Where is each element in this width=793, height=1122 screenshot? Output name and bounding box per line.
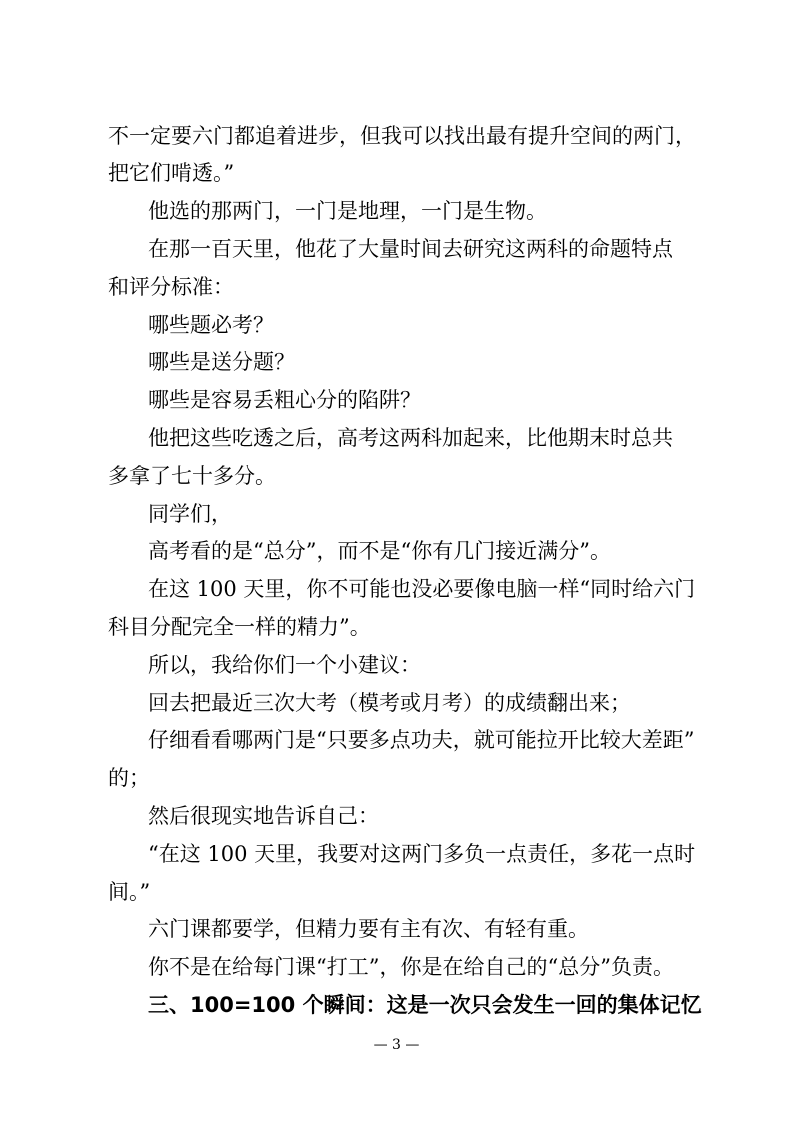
body-line: 六门课都要学，但精力要有主有次、有轻有重。 [148, 917, 589, 941]
body-line: 科目分配完全一样的精力”。 [108, 615, 371, 639]
body-line: 他把这些吃透之后，高考这两科加起来，比他期末时总共 [148, 426, 673, 450]
body-line: 哪些题必考？ [148, 313, 274, 337]
body-line: 的； [108, 766, 150, 790]
body-line: 哪些是容易丢粗心分的陷阱？ [148, 388, 421, 412]
body-line: 把它们啃透。” [108, 161, 235, 185]
body-line: 所以，我给你们一个小建议： [148, 653, 421, 677]
body-line: 回去把最近三次大考（模考或月考）的成绩翻出来； [148, 691, 631, 715]
body-line: “在这 100 天里，我要对这两门多负一点责任，多花一点时 [148, 842, 696, 866]
body-line: 同学们， [148, 502, 232, 526]
body-line: 他选的那两门，一门是地理，一门是生物。 [148, 199, 547, 223]
body-line: 然后很现实地告诉自己： [148, 804, 379, 828]
body-line: 在这 100 天里，你不可能也没必要像电脑一样“同时给六门 [148, 577, 696, 601]
body-line: 多拿了七十多分。 [108, 464, 276, 488]
body-line: 仔细看看哪两门是“只要多点功夫，就可能拉开比较大差距” [148, 728, 695, 752]
body-line: 和评分标准： [108, 275, 234, 299]
body-line: 高考看的是“总分”，而不是“你有几门接近满分”。 [148, 539, 611, 563]
page-number: — 3 — [373, 1037, 420, 1053]
body-line: 间。” [108, 880, 151, 904]
section-heading: 三、100=100 个瞬间：这是一次只会发生一回的集体记忆 [148, 993, 702, 1017]
body-line: 你不是在给每门课“打工”，你是在给自己的“总分”负责。 [148, 955, 674, 979]
body-line: 在那一百天里，他花了大量时间去研究这两科的命题特点 [148, 237, 673, 261]
body-line: 不一定要六门都追着进步，但我可以找出最有提升空间的两门， [108, 124, 696, 148]
body-line: 哪些是送分题？ [148, 350, 295, 374]
